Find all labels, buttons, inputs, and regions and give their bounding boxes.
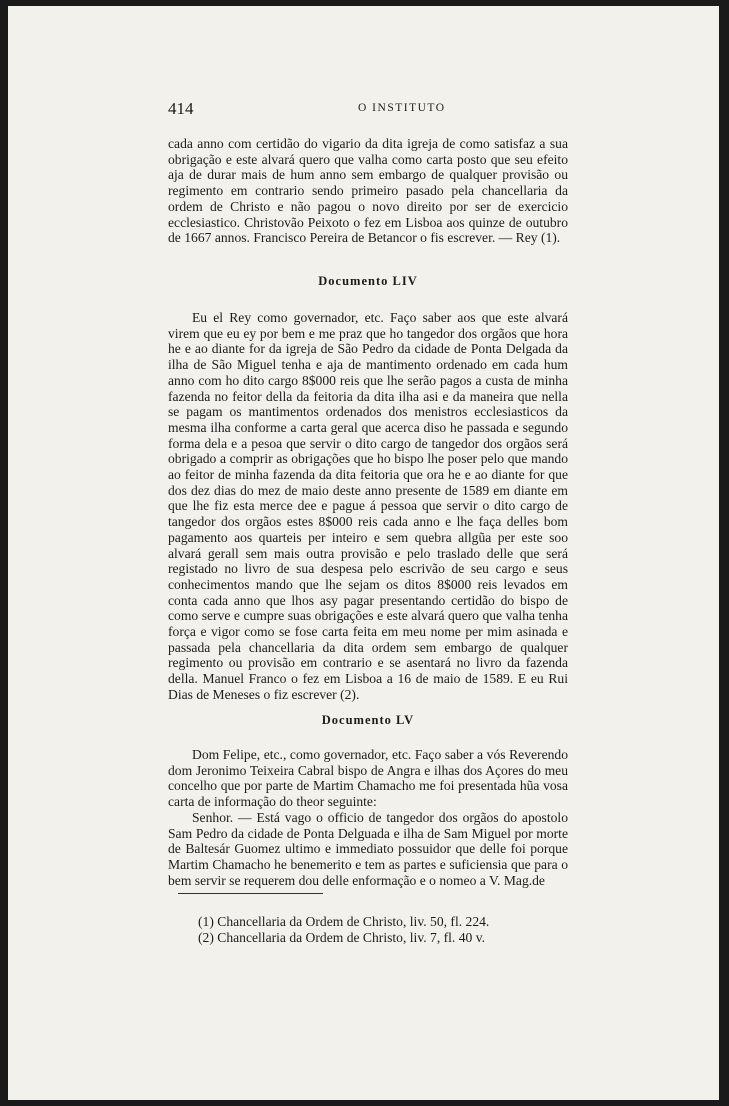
page-number: 414 [168,99,194,118]
footnote-1: (1) Chancellaria da Ordem de Christo, liv. 50, fl. 224. [198,914,490,929]
doc-lv-paragraph-1: Dom Felipe, etc., como governador, etc. Faço saber a vós Reverendo dom Jeronimo Teixeira Cabral bispo de Angra e ilhas dos Açores do meu concelho que por parte de Martim Chamacho me foi presentada hũa vosa carta de informação do theor seguinte: [168,747,568,810]
continuation-text [168,136,568,246]
doc-lv-text [168,747,568,888]
continuation-paragraph: cada anno com certidão do vigario da dita igreja de como satisfaz a sua obrigação e este alvará quero que valha como carta posto que seu efeito aja de durar mais de hum anno sem embargo de qualquer provisão ou regimento em contrario sendo primeiro pasado pela chancellaria da ordem de Christo e não pagou o novo direito por ser de exercicio ecclesiastico. Christovão Peixoto o fez em Lisboa aos quinze de outubro de 1667 annos. Francisco Pereira de Betancor o fis escrever. — Rey (1). [168,136,568,246]
doc-liv-text [168,310,568,703]
doc-lv-title: Documento LV [321,713,415,727]
footnote-divider [178,893,323,894]
doc-liv-title: Documento LIV [318,274,418,288]
doc-liv-paragraph: Eu el Rey como governador, etc. Faço saber aos que este alvará virem que eu ey por bem e me praz que ho tangedor dos orgãos que hora he e ao diante for da igreja de São Pedro da cidade de Ponta Delgada da ilha de São Miguel tenha e aja de mantimento ordenado em cada hum anno com ho dito cargo 8$000 reis que lhe serão pagos a custa de minha fazenda no feitor della da feitoria da dita ilha asi e da maneira que nella se pagam os mantimentos ordenados dos menistros ecclesiasticos da mesma ilha conforme a carta geral que acerca diso he passada e segundo forma dela e a pesoa que servir o dito cargo de tangedor dos orgãos será obrigado a comprir as obrigações que ho bispo lhe poser pelo que mando ao feitor de minha fazenda da dita feitoria que ora he e ao diante for que dos dez dias do mez de maio deste anno presente de 1589 em diante em que lhe fiz esta merce dee e pague á pessoa que servir o dito cargo de tangedor dos orgãos estes 8$000 reis cada anno e lhe faça delles bom pagamento aos quarteis per inteiro e sem quebra allgũa per este soo alvará gerall sem mais outra provisão e pelo traslado delle que será registado no livro de sua despesa pelo escrivão de seu cargo e seus conhecimentos mando que lhe sejam os ditos 8$000 reis levados em conta cada anno que lhos asy pagar presentando certidão do bispo de como serve e cumpre suas obrigações e este alvará quero que valha tenha força e vigor como se fose carta feita em meu nome per mim asinada e passada pela chancellaria da dita ordem sem embargo de qualquer regimento ou provisão em contrario e se asentará no livro da fazenda della. Manuel Franco o fez em Lisboa a 16 de maio de 1589. E eu Rui Dias de Meneses o fiz escrever (2). [168,310,568,702]
doc-lv-paragraph-2: Senhor. — Está vago o officio de tangedor dos orgãos do apostolo Sam Pedro da cidade de Ponta Delguada e ilha de Sam Miguel por morte de Baltesár Guomez ultimo e immediato possuidor que delle foi porque Martim Chamacho he benemerito e tem as partes e suficiensia que para o bem servir se requerem dou delle enformação e o nomeo a V. Mag.de [168,809,568,888]
running-head: O INSTITUTO [358,102,446,114]
book-page [8,6,719,1100]
footnote-2: (2) Chancellaria da Ordem de Christo, liv. 7, fl. 40 v. [198,930,486,945]
page-header [168,99,568,121]
footnotes [198,914,578,946]
